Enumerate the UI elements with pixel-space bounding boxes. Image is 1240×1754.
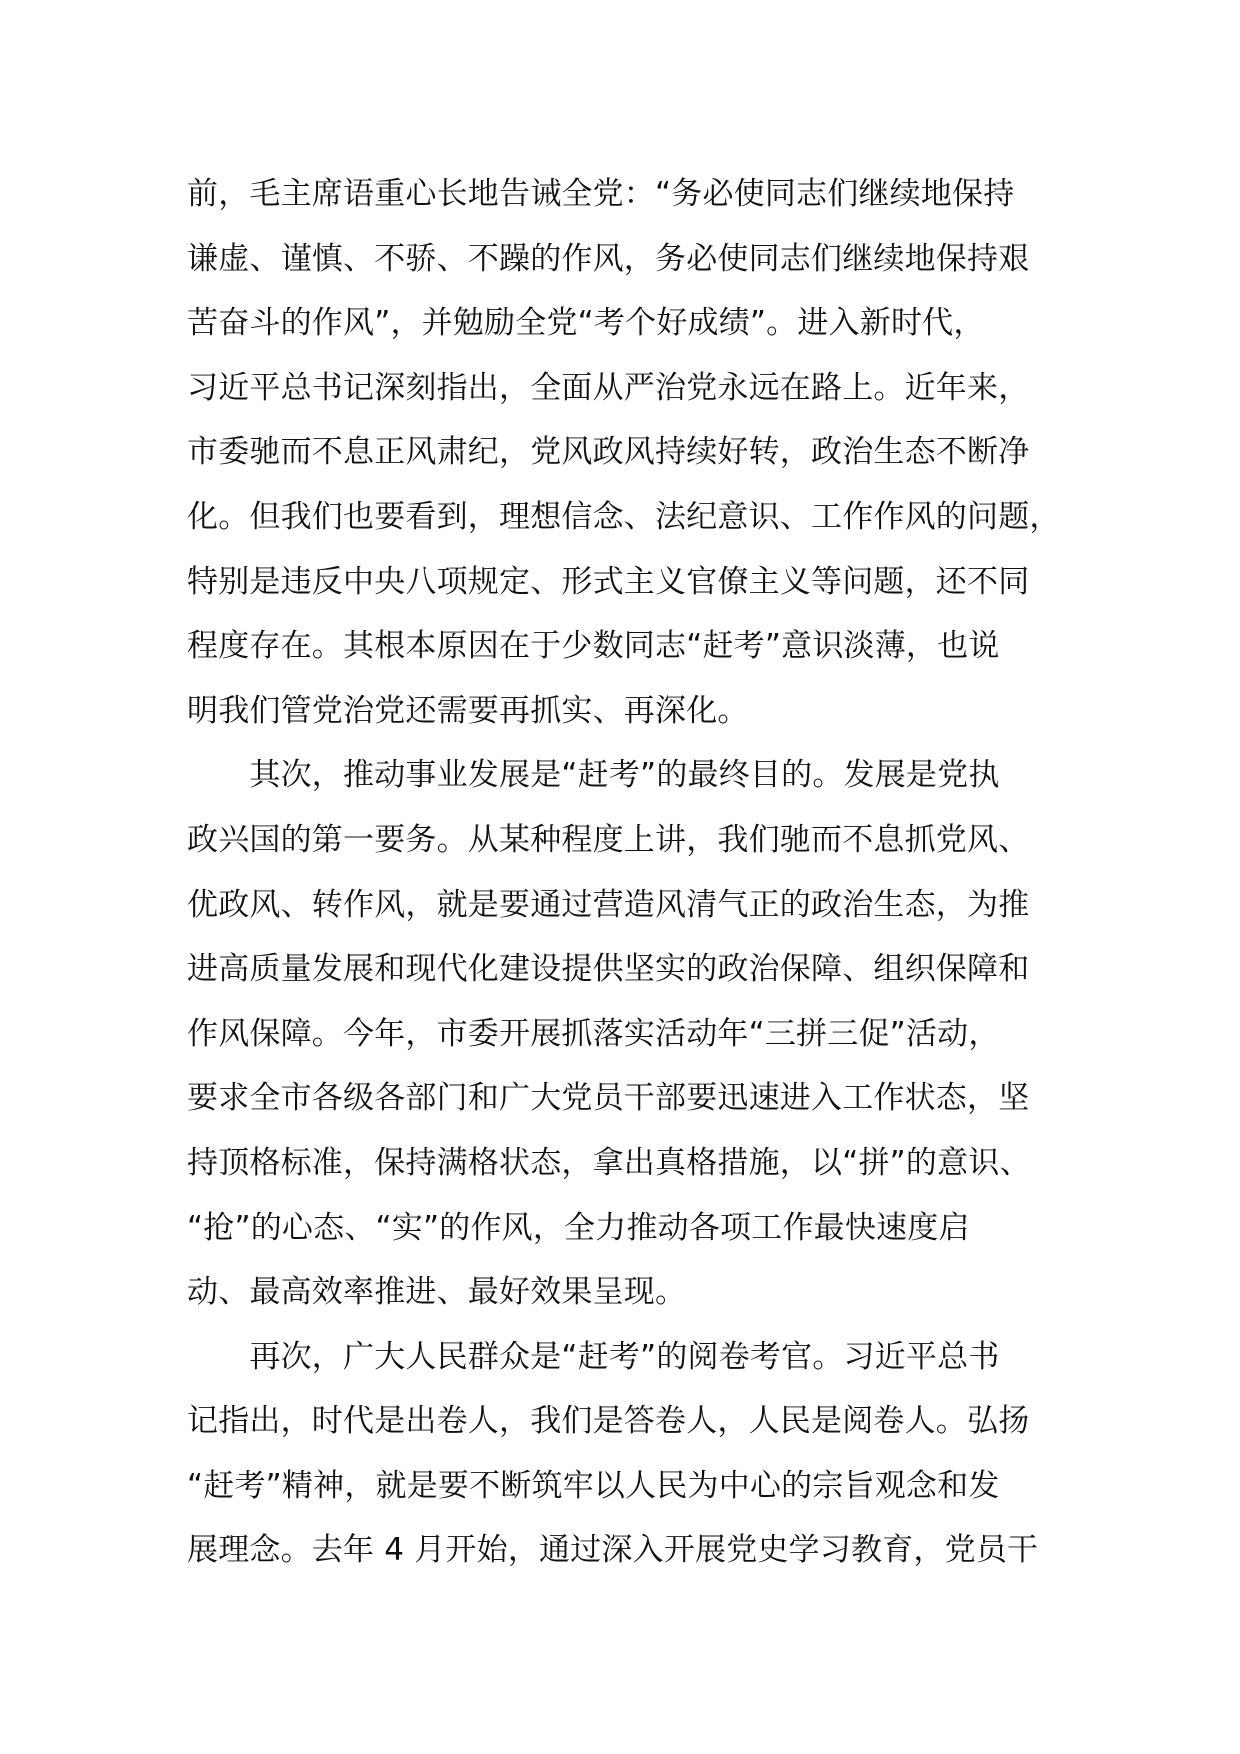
text-line: 优政风、转作风，就是要通过营造风清气正的政治生态，为推 (187, 886, 1030, 923)
text-line: 苦奋斗的作风”，并勉励全党“考个好成绩”。进入新时代， (187, 305, 985, 342)
text-line: 作风保障。今年，市委开展抓落实活动年“三拼三促”活动， (187, 1015, 1000, 1052)
text-line: 持顶格标准，保持满格状态，拿出真格措施，以“拼”的意识、 (187, 1144, 1031, 1181)
paragraph-start-line: 再次，广大人民群众是“赶考”的阅卷考官。习近平总书 (187, 1338, 1000, 1375)
text-line: 明我们管党治党还需要再抓实、再深化。 (187, 692, 749, 729)
text-line: 程度存在。其根本原因在于少数同志“赶考”意识淡薄，也说 (187, 628, 1000, 665)
text-line: “抢”的心态、“实”的作风，全力推动各项工作最快速度启 (187, 1209, 970, 1246)
text-line: 市委驰而不息正风肃纪，党风政风持续好转，政治生态不断净 (187, 434, 1030, 471)
text-line: 政兴国的第一要务。从某种程度上讲，我们驰而不息抓党风、 (187, 821, 1030, 858)
text-line: 习近平总书记深刻指出，全面从严治党永远在路上。近年来， (187, 369, 1030, 406)
text-line: 记指出，时代是出卷人，我们是答卷人，人民是阅卷人。弘扬 (187, 1403, 1030, 1440)
text-line: 谦虚、谨慎、不骄、不躁的作风，务必使同志们继续地保持艰 (187, 240, 1030, 277)
text-line: 化。但我们也要看到，理想信念、法纪意识、工作作风的问题， (187, 498, 1061, 535)
text-line: 要求全市各级各部门和广大党员干部要迅速进入工作状态，坚 (187, 1080, 1030, 1117)
text-line: 展理念。去年 4 月开始，通过深入开展党史学习教育，党员干 (187, 1532, 1039, 1569)
paragraph-start-line: 其次，推动事业发展是“赶考”的最终目的。发展是党执 (187, 757, 1000, 794)
text-line: 进高质量发展和现代化建设提供坚实的政治保障、组织保障和 (187, 951, 1030, 988)
text-line: 动、最高效率推进、最好效果呈现。 (187, 1274, 687, 1311)
text-line: 特别是违反中央八项规定、形式主义官僚主义等问题，还不同 (187, 563, 1030, 600)
document-body (187, 162, 1087, 1583)
text-line: 前，毛主席语重心长地告诫全党：“务必使同志们继续地保持 (187, 176, 1015, 212)
text-line: “赶考”精神，就是要不断筑牢以人民为中心的宗旨观念和发 (187, 1467, 1000, 1504)
